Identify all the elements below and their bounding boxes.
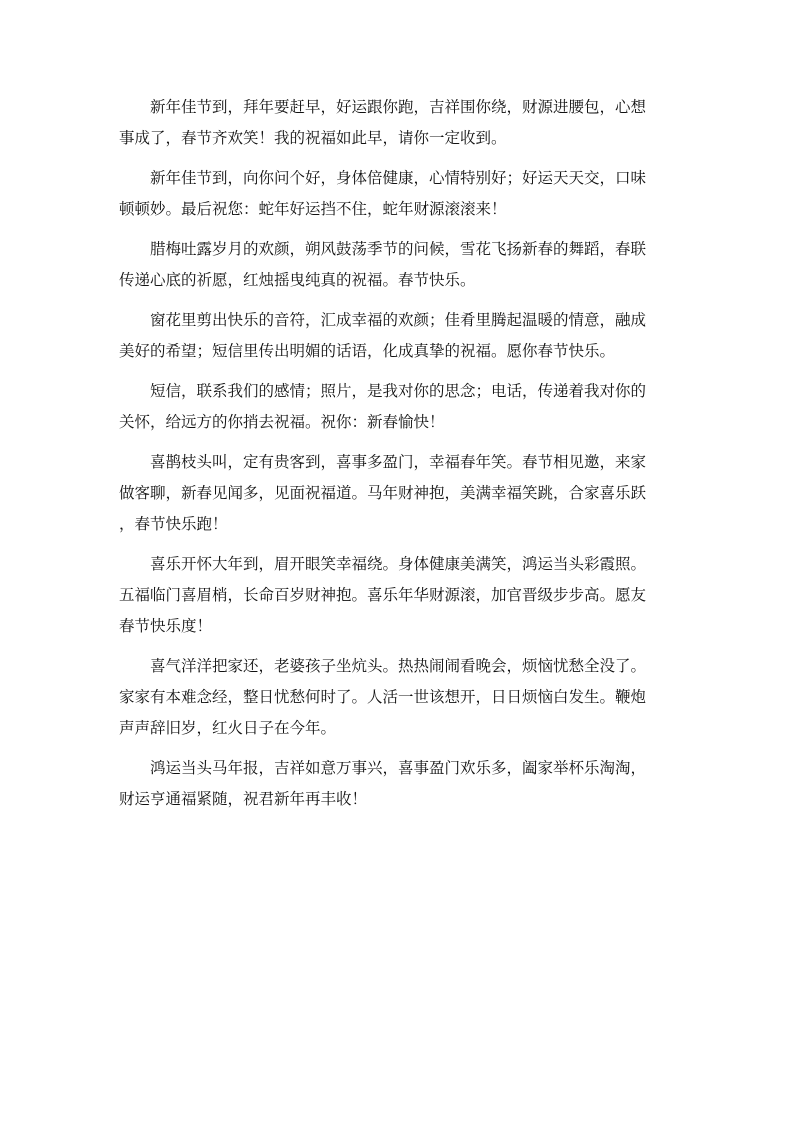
- text-line: ，春节快乐跑！: [119, 515, 228, 533]
- text-line: 做客聊，新春见闻多，见面祝福道。马年财神抱，美满幸福笑跳，合家喜乐跃: [119, 484, 647, 502]
- text-line: 五福临门喜眉梢，长命百岁财神抱。喜乐年华财源滚，加官晋级步步高。愿友: [119, 586, 647, 604]
- text-line: 顿顿妙。最后祝您：蛇年好运挡不住，蛇年财源滚滚来！: [119, 200, 507, 218]
- text-line: 喜鹊枝头叫，定有贵客到，喜事多盈门，幸福春年笑。春节相见邀，来家: [150, 453, 647, 471]
- paragraph: [119, 651, 667, 744]
- text-line: 短信，联系我们的感情；照片，是我对你的思念；电话，传递着我对你的: [150, 382, 647, 400]
- text-line: 喜乐开怀大年到，眉开眼笑幸福绕。身体健康美满笑，鸿运当头彩霞照。: [150, 555, 647, 573]
- text-line: 关怀，给远方的你捎去祝福。祝你：新春愉快！: [119, 413, 445, 431]
- text-line: 窗花里剪出快乐的音符，汇成幸福的欢颜；佳肴里腾起温暖的情意，融成: [150, 311, 647, 329]
- text-line: 新年佳节到，拜年要赶早，好运跟你跑，吉祥围你绕，财源进腰包，心想: [150, 98, 647, 116]
- text-line: 事成了，春节齐欢笑！我的祝福如此早，请你一定收到。: [119, 129, 507, 147]
- text-line: 家家有本难念经，整日忧愁何时了。人活一世该想开，日日烦恼白发生。鞭炮: [119, 688, 647, 706]
- paragraph: [119, 447, 667, 540]
- paragraph: [119, 234, 667, 296]
- text-line: 财运亨通福紧随，祝君新年再丰收！: [119, 790, 368, 808]
- text-line: 传递心底的祈愿，红烛摇曳纯真的祝福。春节快乐。: [119, 271, 476, 289]
- paragraph: [119, 376, 667, 438]
- text-line: 声声辞旧岁，红火日子在今年。: [119, 719, 337, 737]
- paragraph: [119, 92, 667, 154]
- text-line: 春节快乐度！: [119, 617, 213, 635]
- paragraph: [119, 549, 667, 642]
- paragraph: [119, 753, 667, 815]
- text-line: 喜气洋洋把家还，老婆孩子坐炕头。热热闹闹看晚会，烦恼忧愁全没了。: [150, 657, 647, 675]
- text-line: 鸿运当头马年报，吉祥如意万事兴，喜事盈门欢乐多，阖家举杯乐淘淘，: [150, 759, 647, 777]
- document-body: [119, 92, 667, 824]
- text-line: 美好的希望；短信里传出明媚的话语，化成真挚的祝福。愿你春节快乐。: [119, 342, 616, 360]
- text-line: 新年佳节到，向你问个好，身体倍健康，心情特别好；好运天天交，口味: [150, 169, 647, 187]
- paragraph: [119, 163, 667, 225]
- text-line: 腊梅吐露岁月的欢颜，朔风鼓荡季节的问候，雪花飞扬新春的舞蹈，春联: [150, 240, 647, 258]
- paragraph: [119, 305, 667, 367]
